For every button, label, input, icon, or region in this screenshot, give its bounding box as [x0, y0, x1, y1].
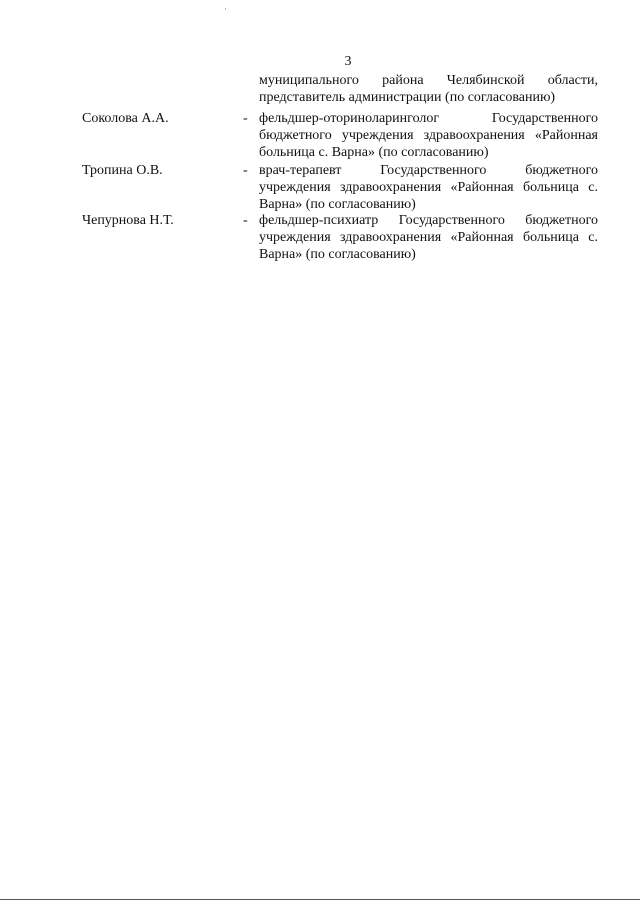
page-bottom-rule [0, 899, 640, 900]
member-dash: - [243, 111, 248, 126]
member-description: фельдшер-психиатр Государственного бюджетного учреждения здравоохранения «Районная больница с. Варна» (по согласованию) [259, 213, 598, 262]
page-number: 3 [344, 54, 352, 69]
member-dash: - [243, 213, 248, 228]
member-description: врач-терапевт Государственного бюджетного учреждения здравоохранения «Районная больница с. Варна» (по согласованию) [259, 163, 598, 212]
member-name: Тропина О.В. [82, 163, 163, 178]
scan-artifact-mark [225, 8, 226, 10]
member-dash: - [243, 163, 248, 178]
member-name: Соколова А.А. [82, 111, 169, 126]
continued-member-description: муниципального района Челябинской области, представитель администрации (по согласованию) [259, 73, 598, 105]
member-name: Чепурнова Н.Т. [82, 213, 174, 228]
member-description: фельдшер-оториноларинголог Государственного бюджетного учреждения здравоохранения «Районная больница с. Варна» (по согласованию) [259, 111, 598, 160]
